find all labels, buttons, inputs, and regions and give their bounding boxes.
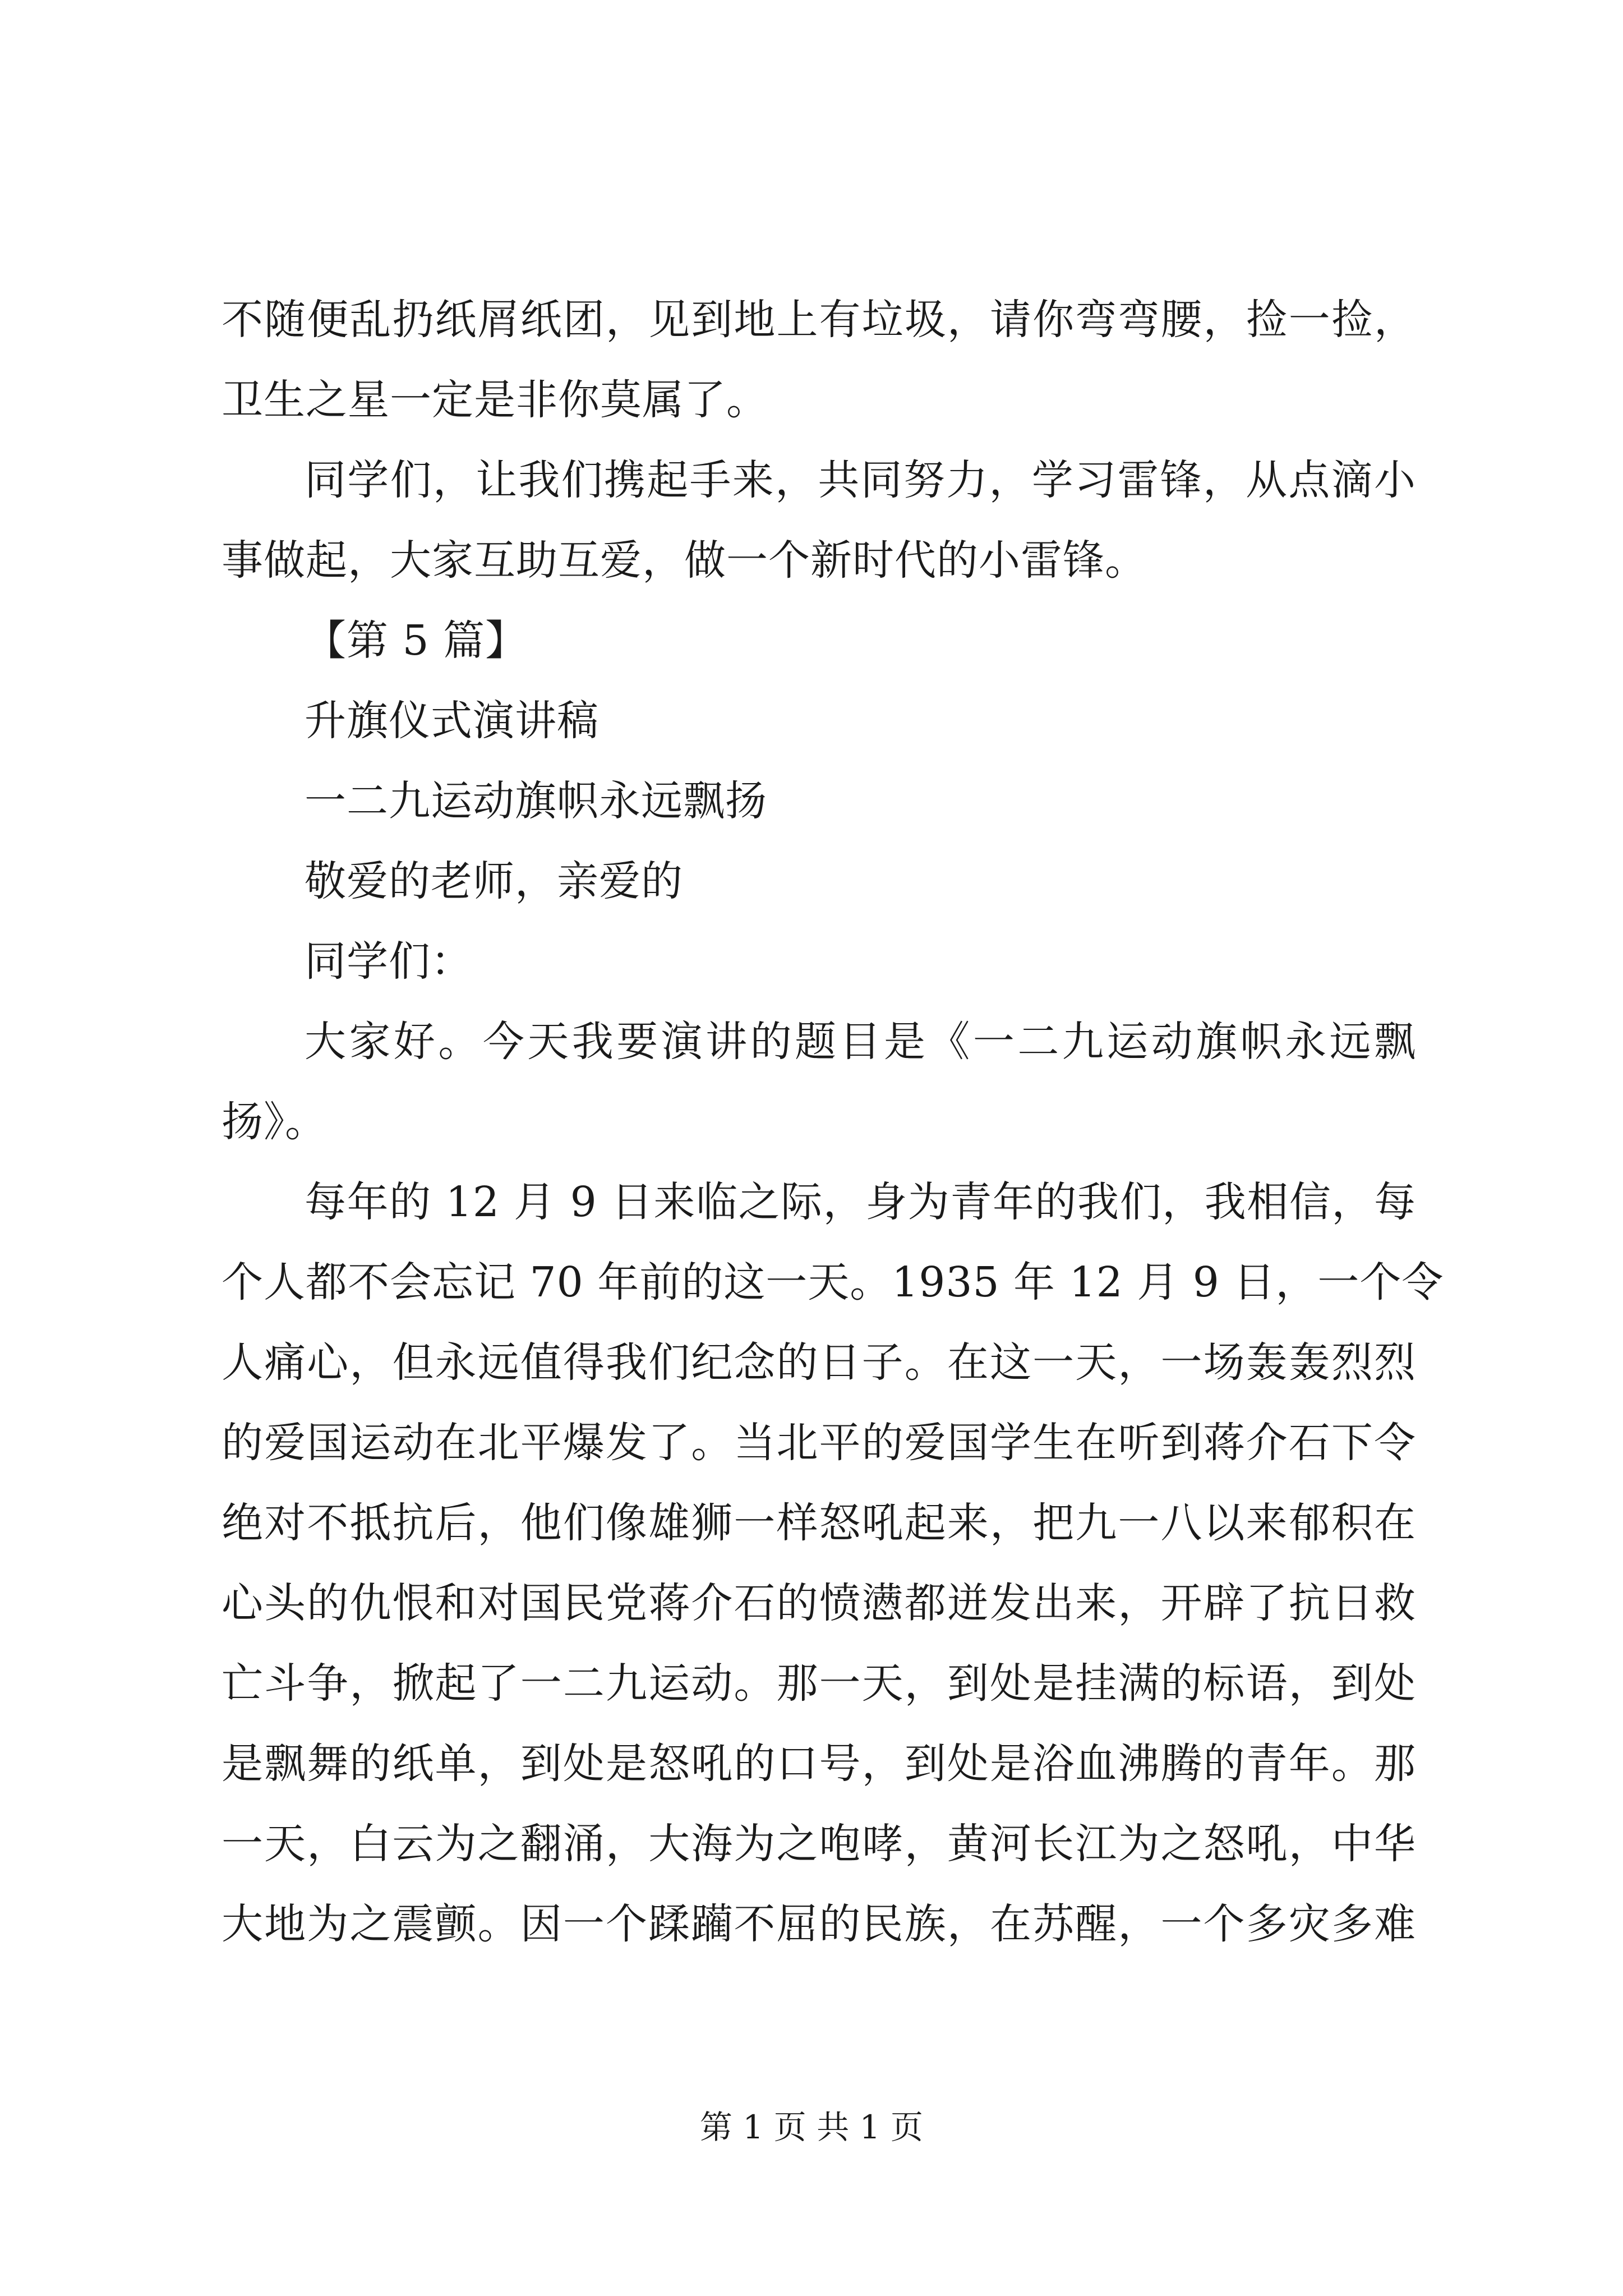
text-line-11: 扬》。 [222, 1098, 327, 1146]
text-line-14: 人痛心，但永远值得我们纪念的日子。在这一天，一场轰轰烈烈 [222, 1338, 1416, 1387]
text-line-1: 不随便乱扔纸屑纸团，见到地上有垃圾，请你弯弯腰，捡一捡， [222, 296, 1416, 344]
text-line-16: 绝对不抵抗后，他们像雄狮一样怒吼起来，把九一八以来郁积在 [222, 1499, 1416, 1547]
text-line-3: 同学们，让我们携起手来，共同努力，学习雷锋，从点滴小 [305, 456, 1416, 504]
text-line-15: 的爱国运动在北平爆发了。当北平的爱国学生在听到蒋介石下令 [222, 1419, 1416, 1467]
page-footer: 第 1 页 共 1 页 [700, 2108, 923, 2146]
text-line-12: 每年的 12 月 9 日来临之际，身为青年的我们，我相信，每 [305, 1178, 1416, 1226]
text-line-19: 是飘舞的纸单，到处是怒吼的口号，到处是浴血沸腾的青年。那 [222, 1740, 1416, 1788]
section-heading: 【第 5 篇】 [305, 616, 528, 665]
text-line-2: 卫生之星一定是非你莫属了。 [222, 376, 768, 424]
text-line-18: 亡斗争，掀起了一二九运动。那一天，到处是挂满的标语，到处 [222, 1659, 1416, 1708]
text-line-10: 大家好。今天我要演讲的题目是《一二九运动旗帜永远飘 [305, 1018, 1416, 1066]
speech-category: 升旗仪式演讲稿 [305, 697, 599, 745]
text-line-17: 心头的仇恨和对国民党蒋介石的愤懑都迸发出来，开辟了抗日救 [222, 1579, 1416, 1627]
salutation-line-1: 敬爱的老师，亲爱的 [305, 857, 683, 905]
salutation-line-2: 同学们： [305, 937, 473, 986]
text-line-4: 事做起，大家互助互爱，做一个新时代的小雷锋。 [222, 536, 1147, 585]
text-line-21: 大地为之震颤。因一个蹂躏不屈的民族，在苏醒，一个多灾多难 [222, 1900, 1416, 1948]
text-line-13: 个人都不会忘记 70 年前的这一天。1935 年 12 月 9 日，一个令 [222, 1258, 1444, 1306]
speech-title: 一二九运动旗帜永远飘扬 [305, 777, 767, 825]
text-line-20: 一天，白云为之翻涌，大海为之咆哮，黄河长江为之怒吼，中华 [222, 1820, 1416, 1868]
